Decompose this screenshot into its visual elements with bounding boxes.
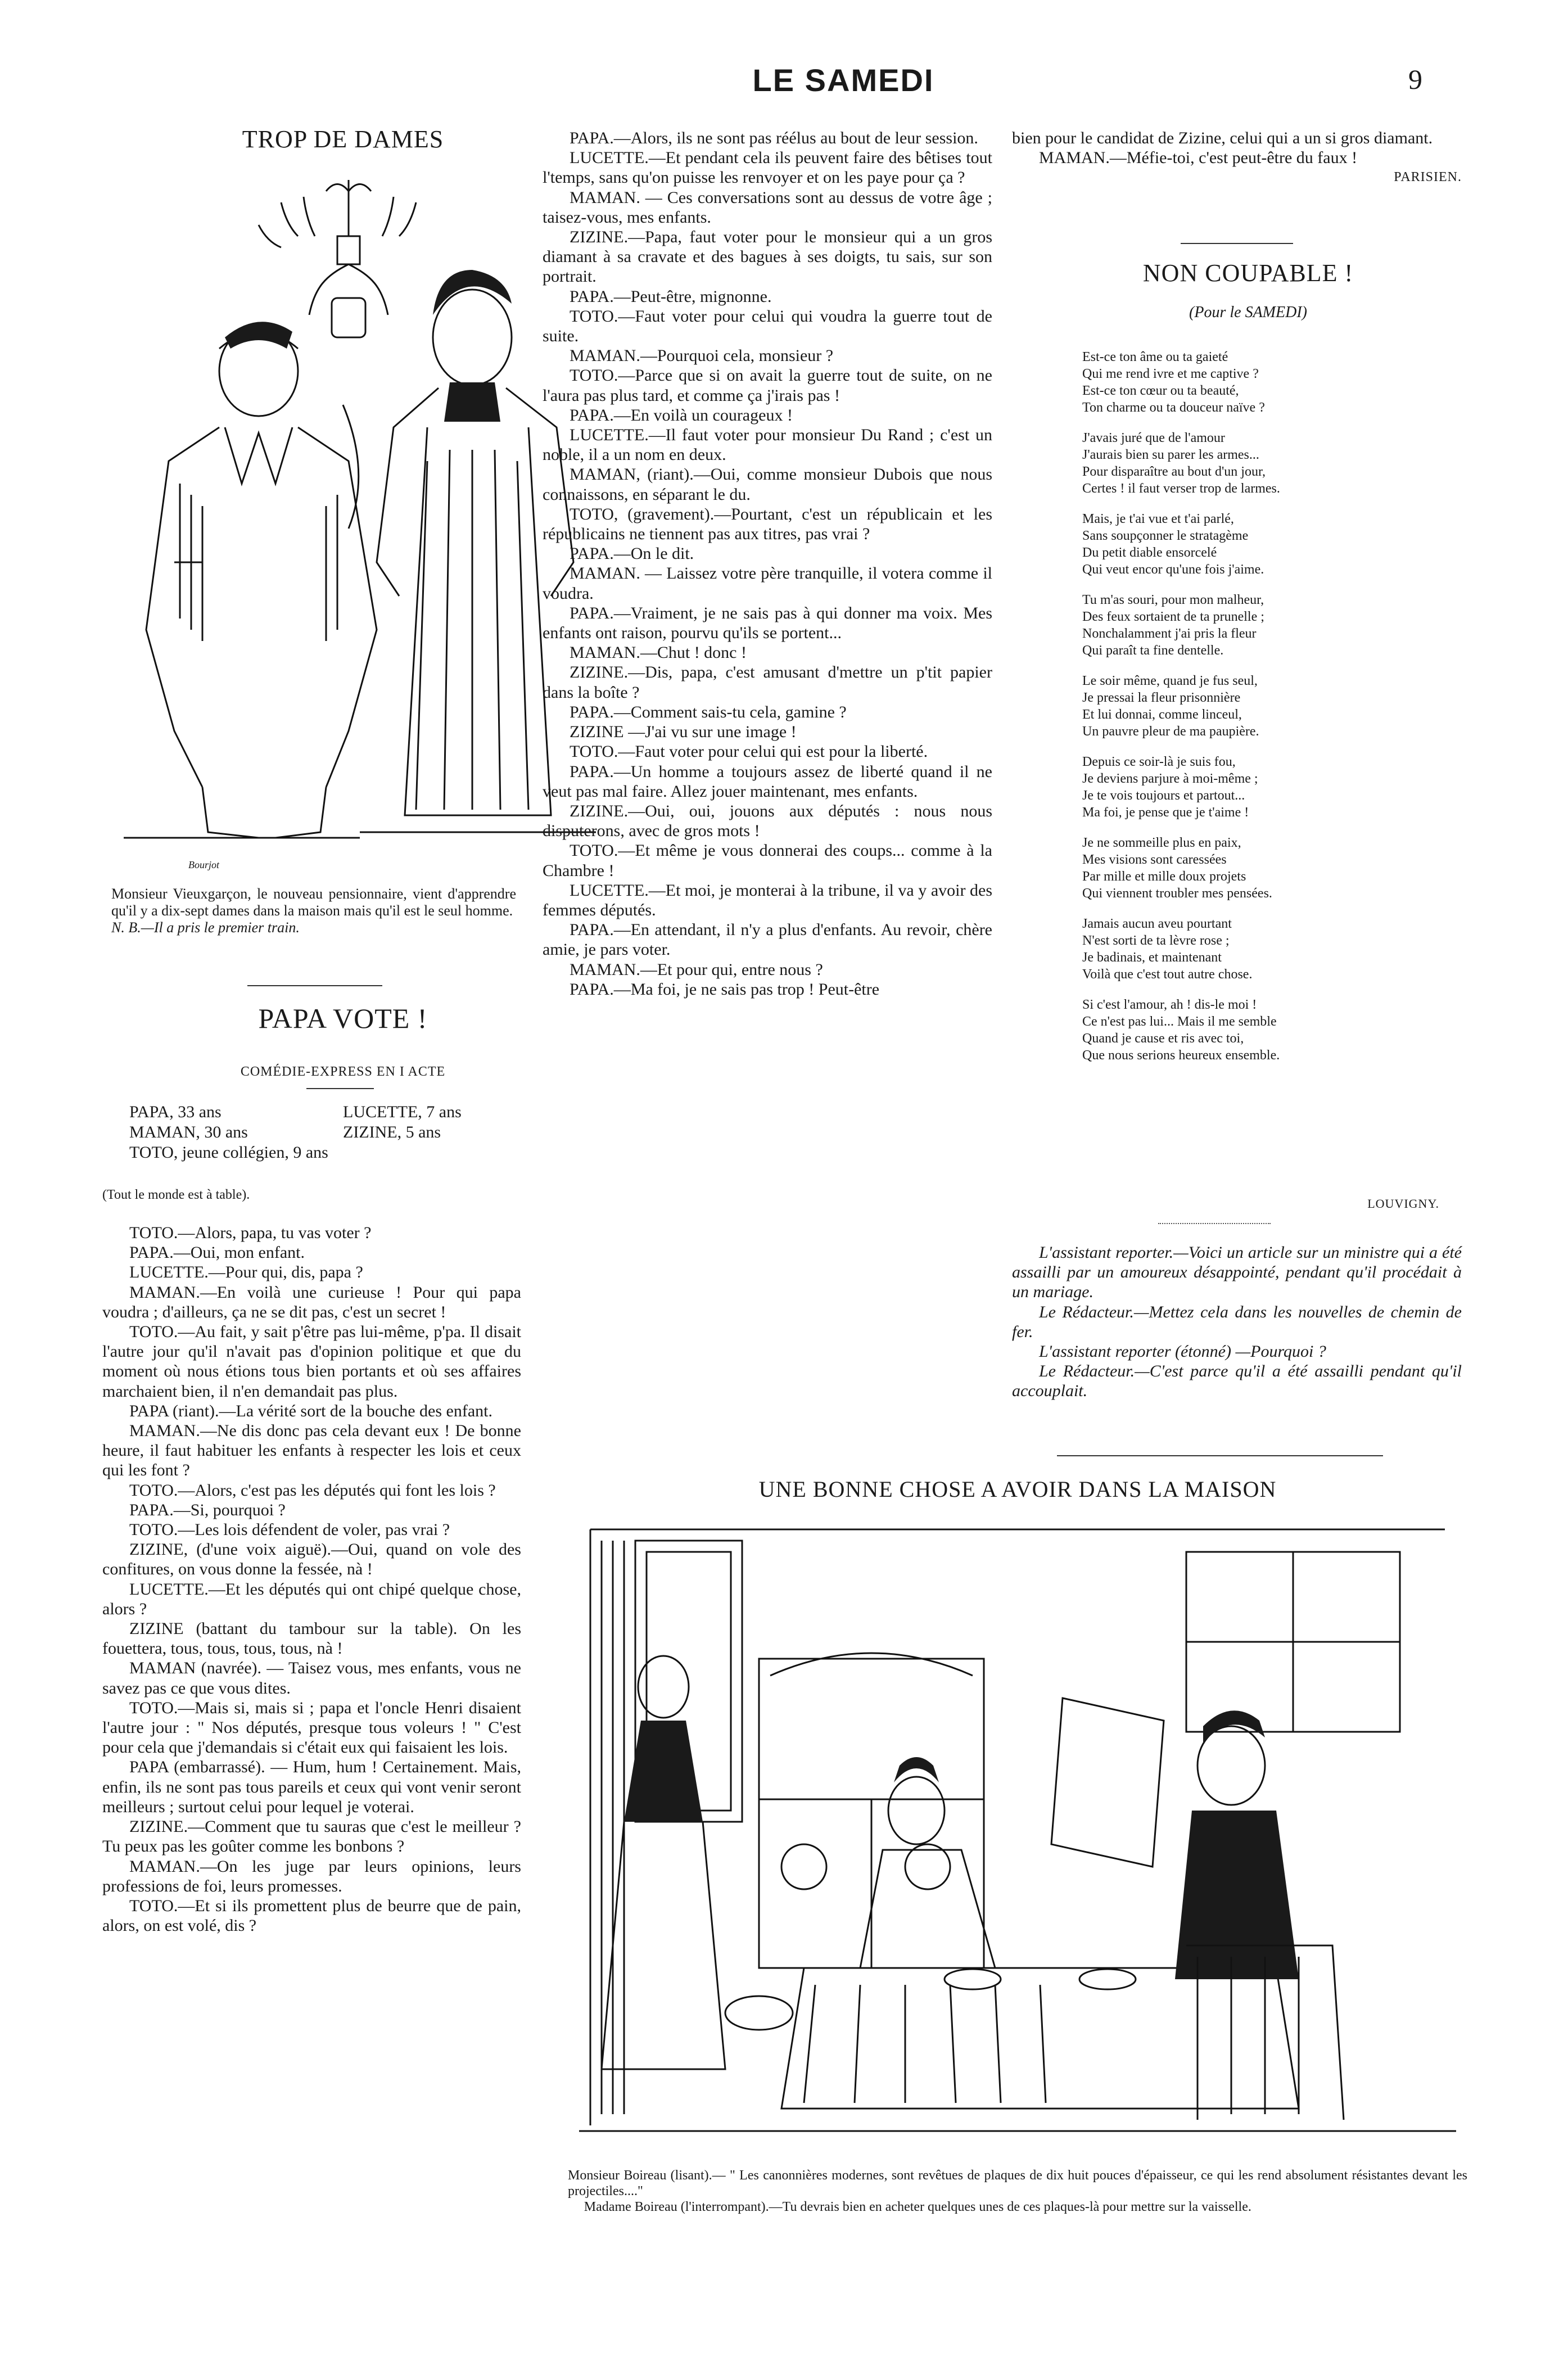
divider [1057,1455,1383,1456]
dialogue-line: ZIZINE.—Papa, faut voter pour le monsieur qui a un gros diamant à sa cravate et des bagues à ses doigts, tu sais, sur son portrait. [543,228,992,286]
poem [1082,349,1431,1077]
poem-line: Que nous serions heureux ensemble. [1082,1048,1280,1063]
trop-de-dames-title: TROP DE DAMES [242,125,444,153]
poem-line: Tu m'as souri, pour mon malheur, [1082,593,1264,607]
trop-de-dames-nb: N. B.—Il a pris le premier train. [111,919,300,936]
poem-line: Je te vois toujours et partout... [1082,788,1245,803]
divider [247,985,382,986]
dialogue-line: TOTO.—Mais si, mais si ; papa et l'oncle Henri disaient l'autre jour : " Nos députés, presque tous voleurs ! " C'est pour cela que j'demandais si c'était eux qui faisaient les lois. [102,1698,521,1757]
dialogue-line: MAMAN.—Ne dis donc pas cela devant eux ! De bonne heure, il faut habituer les enfants à respecter les lois et ceux qui les font ? [102,1421,521,1480]
poem-line: J'aurais bien su parer les armes... [1082,448,1259,462]
divider [1181,243,1293,244]
dialogue-line: MAMAN, (riant).—Oui, comme monsieur Dubois que nous connaissons, en séparant le du. [543,465,992,504]
dialogue-line: LUCETTE.—Il faut voter pour monsieur Du Rand ; c'est un noble, il a un nom en deux. [543,426,992,464]
poem-line: Voilà que c'est tout autre chose. [1082,967,1253,982]
poem-stanza [1082,592,1431,659]
joke-line: Le Rédacteur.—Mettez cela dans les nouvelles de chemin de fer. [1012,1302,1462,1341]
dialogue-line: TOTO.—Au fait, y sait p'être pas lui-même, p'pa. Il disait l'autre jour qu'il n'avait pas d'opinion politique et que du moment où nous étions tous bien portants et où ses affaires marchaient bien, il n'en demandait pas plus. [102,1322,521,1401]
papa-vote-subtitle: COMÉDIE-EXPRESS EN I ACTE [240,1064,446,1079]
poem-stanza [1082,753,1431,821]
caption-line: Monsieur Boireau (lisant).— " Les canonnières modernes, sont revêtues de plaques de dix huit pouces d'épaisseur, ce qui les rend absolument résistantes devant les projectiles...." [568,2168,1467,2199]
poem-line: Et lui donnai, comme linceul, [1082,707,1242,722]
dialogue-line: MAMAN.—Chut ! donc ! [570,643,747,662]
dialogue-line: TOTO.—Faut voter pour celui qui est pour la liberté. [570,742,928,761]
dialogue-line: LUCETTE.—Et les députés qui ont chipé quelque chose, alors ? [102,1579,521,1618]
poem-line: Sans soupçonner le stratagème [1082,529,1249,543]
poem-line: Qui veut encor qu'une fois j'aime. [1082,562,1264,577]
dialogue-line: TOTO.—Alors, c'est pas les députés qui font les lois ? [129,1480,496,1500]
dialogue-line: MAMAN.—Et pour qui, entre nous ? [570,960,823,979]
poem-stanza [1082,672,1431,740]
poem-stanza [1082,996,1431,1064]
dialogue-line: PAPA.—Alors, ils ne sont pas réélus au bout de leur session. [570,129,978,147]
artist-signature: Bourjot [188,859,220,870]
poem-stanza [1082,834,1431,902]
poem-line: J'avais juré que de l'amour [1082,431,1225,445]
poem-line: Si c'est l'amour, ah ! dis-le moi ! [1082,997,1257,1012]
poem-line: Jamais aucun aveu pourtant [1082,917,1232,931]
dialogue-line: TOTO.—Faut voter pour celui qui voudra la guerre tout de suite. [543,306,992,346]
masthead-title: LE SAMEDI [752,62,934,98]
poem-stanza [1082,430,1431,497]
poem-line: Certes ! il faut verser trop de larmes. [1082,481,1280,496]
poem-line: N'est sorti de ta lèvre rose ; [1082,933,1230,948]
dialogue-line: MAMAN.—Pourquoi cela, monsieur ? [570,346,834,365]
dialogue-line: MAMAN.—On les juge par leurs opinions, leurs professions de foi, leurs promesses. [102,1857,521,1895]
joke-line: L'assistant reporter.—Voici un article sur un ministre qui a été assailli par un amoureux désappointé, pendant qu'il procédait à un mariage. [1012,1243,1462,1302]
cast-entry: TOTO, jeune collégien, 9 ans [129,1143,328,1162]
dialogue-line: LUCETTE.—Et moi, je monterai à la tribune, il va y avoir des femmes députés. [543,881,992,919]
dialogue-line: ZIZINE, (d'une voix aiguë).—Oui, quand on vole des confitures, on vous donne la fessée, nà ! [102,1540,521,1579]
bonne-chose-caption [568,2168,1467,2215]
cast-entry: LUCETTE, 7 ans [343,1103,462,1121]
dialogue-line: bien pour le candidat de Zizine, celui qui a un si gros diamant. [1012,129,1433,147]
dialogue-line: ZIZINE —J'ai vu sur une image ! [570,723,797,742]
papa-vote-column-3 [1012,128,1462,188]
dialogue-line: PAPA.—Un homme a toujours assez de liberté quand il ne veut pas mal faire. Allez jouer maintenant, mes enfants. [543,762,992,801]
poem-line: Qui paraît ta fine dentelle. [1082,643,1224,658]
dialogue-line: ZIZINE.—Oui, oui, jouons aux députés : nous nous disputerons, avec de gros mots ! [543,801,992,841]
poem-line: Je ne sommeille plus en paix, [1082,836,1241,850]
dialogue-line: ZIZINE.—Dis, papa, c'est amusant d'mettre un p'tit papier dans la boîte ? [543,663,992,702]
poem-line: Ce n'est pas lui... Mais il me semble [1082,1014,1277,1029]
cast-entry: PAPA, 33 ans [129,1103,222,1121]
dialogue-line: MAMAN.—Méfie-toi, c'est peut-être du faux ! [1039,148,1358,168]
poem-line: Ton charme ou ta douceur naïve ? [1082,400,1265,415]
poem-line: Un pauvre pleur de ma paupière. [1082,724,1259,739]
papa-vote-column-1 [102,1223,521,1935]
poem-line: Qui me rend ivre et me captive ? [1082,367,1259,381]
joke-line: Le Rédacteur.—C'est parce qu'il a été assailli pendant qu'il accouplait. [1012,1362,1462,1401]
poem-line: Depuis ce soir-là je suis fou, [1082,755,1236,769]
dialogue-line: TOTO, (gravement).—Pourtant, c'est un républicain et les républicains ne tiennent pas aux titres, pas vrai ? [543,504,992,544]
poem-line: Je deviens parjure à moi-même ; [1082,771,1258,786]
poem-line: Est-ce ton cœur ou ta beauté, [1082,383,1239,398]
dialogue-line: MAMAN (navrée). — Taisez vous, mes enfants, vous ne savez pas ce que vous dites. [102,1659,521,1698]
dialogue-line: ZIZINE.—Comment que tu sauras que c'est le meilleur ? Tu peux pas les goûter comme les bonbons ? [102,1817,521,1856]
dialogue-line: LUCETTE.—Et pendant cela ils peuvent faire des bêtises tout l'temps, sans qu'on puisse les renvoyer et on les paye pour ça ? [543,148,992,187]
dialogue-line: PAPA.—On le dit. [570,544,694,563]
dialogue-line: PAPA.—Vraiment, je ne sais pas à qui donner ma voix. Mes enfants ont raison, pourvu qu'ils se portent... [543,603,992,643]
poem-line: Je badinais, et maintenant [1082,950,1222,965]
poem-stanza [1082,915,1431,983]
papa-vote-signature: PARISIEN. [1394,170,1462,185]
poem-line: Ma foi, je pense que je t'aime ! [1082,805,1249,820]
dialogue-line: PAPA.—En voilà un courageux ! [570,405,793,425]
dialogue-line: MAMAN. — Laissez votre père tranquille, il votera comme il voudra. [543,564,992,603]
dialogue-line: TOTO.—Et si ils promettent plus de beurre que de pain, alors, on est volé, dis ? [102,1896,521,1935]
poem-line: Des feux sortaient de ta prunelle ; [1082,610,1264,624]
poem-stanza [1082,349,1431,416]
poem-stanza [1082,511,1431,578]
page-number: 9 [1408,64,1422,95]
bonne-chose-title: UNE BONNE CHOSE A AVOIR DANS LA MAISON [758,1477,1277,1502]
poem-line: Nonchalamment j'ai pris la fleur [1082,626,1257,641]
poem-line: Pour disparaître au bout d'un jour, [1082,464,1266,479]
stage-direction: (Tout le monde est à table). [102,1188,250,1202]
dialogue-line: LUCETTE.—Pour qui, dis, papa ? [129,1263,363,1282]
dialogue-line: PAPA.—Oui, mon enfant. [129,1243,305,1262]
poem-line: Le soir même, quand je fus seul, [1082,674,1258,688]
dialogue-line: PAPA (embarrassé). — Hum, hum ! Certainement. Mais, enfin, ils ne sont pas tous pareils et ceux qui vont venir seront meilleurs ; surtout celui pour lequel je voterai. [102,1758,521,1816]
caption-line: Madame Boireau (l'interrompant).—Tu devrais bien en acheter quelques unes de ces plaques-là pour mettre sur la vaisselle. [584,2200,1251,2214]
divider [306,1088,374,1089]
dialogue-line: PAPA.—Si, pourquoi ? [129,1500,286,1519]
poem-line: Est-ce ton âme ou ta gaieté [1082,350,1228,364]
poem-line: Je pressai la fleur prisonnière [1082,690,1241,705]
dialogue-line: ZIZINE (battant du tambour sur la table). On les fouettera, tous, tous, tous, tous, nà ! [102,1619,521,1658]
dialogue-line: PAPA.—En attendant, il n'y a plus d'enfants. Au revoir, chère amie, je pars voter. [543,920,992,959]
dialogue-line: TOTO.—Et même je vous donnerai des coups... comme à la Chambre ! [543,841,992,880]
trop-de-dames-caption: Monsieur Vieuxgarçon, le nouveau pensionnaire, vient d'apprendre qu'il y a dix-sept dames dans la maison mais qu'il est le seul homme. [111,886,516,919]
joke-line: L'assistant reporter (étonné) —Pourquoi ? [1039,1342,1326,1361]
dialogue-line: TOTO.—Les lois défendent de voler, pas vrai ? [129,1520,450,1540]
dialogue-line: PAPA.—Comment sais-tu cela, gamine ? [570,702,847,721]
cast-list [129,1102,523,1163]
papa-vote-title: PAPA VOTE ! [258,1003,428,1034]
dialogue-line: PAPA.—Ma foi, je ne sais pas trop ! Peut-être [570,979,880,999]
illustration-bonne-chose [568,1518,1467,2154]
dialogue-line: TOTO.—Alors, papa, tu vas voter ? [129,1224,372,1242]
assistant-reporter-joke [1012,1243,1462,1401]
poem-line: Quand je cause et ris avec toi, [1082,1031,1244,1046]
poem-line: Qui viennent troubler mes pensées. [1082,886,1272,901]
dialogue-line: TOTO.—Parce que si on avait la guerre tout de suite, on ne l'aura pas plus tard, et comme ça j'irais pas ! [543,366,992,405]
dialogue-line: MAMAN. — Ces conversations sont au dessus de votre âge ; taisez-vous, mes enfants. [543,188,992,227]
divider [1158,1223,1271,1224]
poem-signature: LOUVIGNY. [1367,1197,1439,1211]
poem-line: Du petit diable ensorcelé [1082,545,1217,560]
non-coupable-subtitle: (Pour le SAMEDI) [1189,304,1307,321]
papa-vote-column-2 [543,128,992,999]
poem-line: Par mille et mille doux projets [1082,869,1246,884]
cast-entry: MAMAN, 30 ans [129,1123,248,1141]
dialogue-line: PAPA (riant).—La vérité sort de la bouche des enfant. [129,1401,492,1420]
dialogue-line: PAPA.—Peut-être, mignonne. [570,287,772,306]
poem-line: Mais, je t'ai vue et t'ai parlé, [1082,512,1234,526]
poem-line: Mes visions sont caressées [1082,852,1227,867]
non-coupable-title: NON COUPABLE ! [1142,259,1354,287]
cast-entry: ZIZINE, 5 ans [343,1123,441,1141]
dialogue-line: MAMAN.—En voilà une curieuse ! Pour qui papa voudra ; d'ailleurs, ça ne se dit pas, c'est un secret ! [102,1283,521,1321]
